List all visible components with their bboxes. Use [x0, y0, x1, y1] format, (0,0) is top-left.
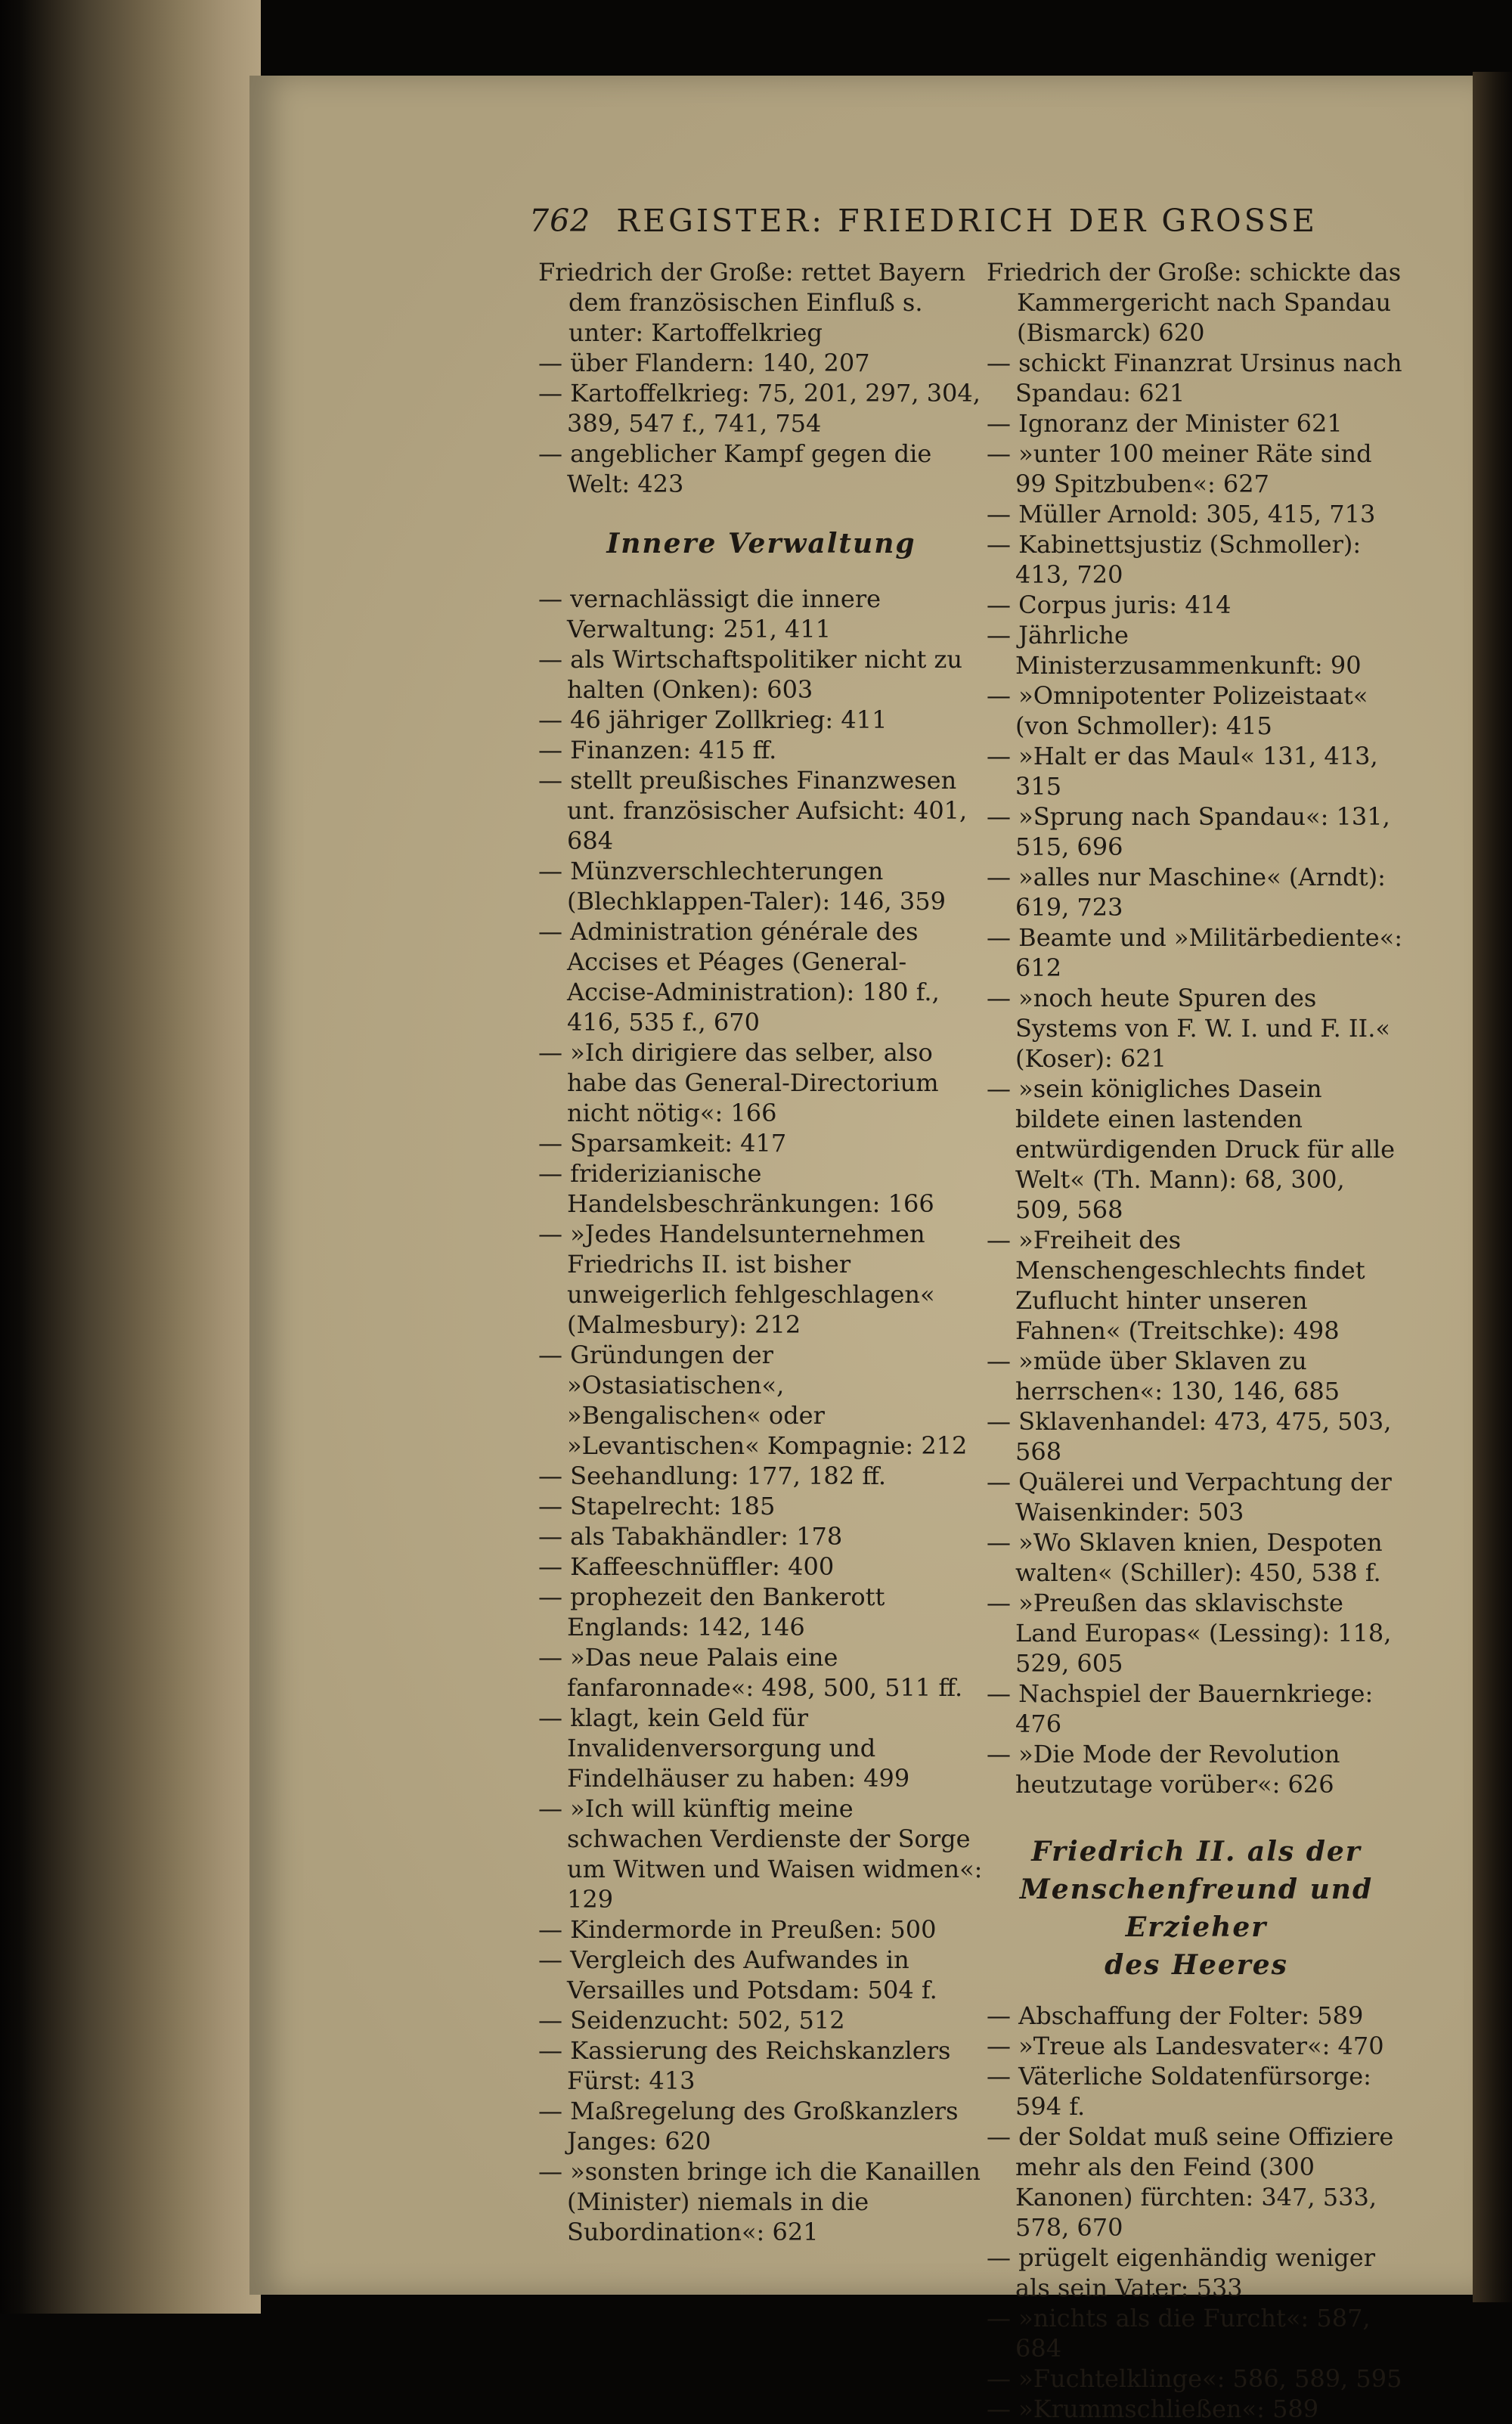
index-entry: — Kindermorde in Preußen: 500	[538, 1915, 937, 1944]
section-heading-line: des Heeres	[1105, 1949, 1288, 1981]
index-entry: — »sein königliches Dasein bildete einen lastenden entwürdigenden Druck für alle Welt« (Th. Mann): 68, 300, 509, 568	[987, 1074, 1396, 1224]
left-column	[538, 257, 984, 2247]
index-entry: — »Ich will künftig meine schwachen Verdienste der Sorge um Witwen und Waisen widmen«: 129	[538, 1794, 983, 1914]
index-entry: — Beamte und »Militärbediente«: 612	[987, 923, 1403, 982]
index-entry: — Administration générale des Accises et Péages (General-Accise-Administration): 180 f., 416, 535 f., 670	[538, 917, 940, 1037]
right-column	[987, 257, 1406, 2424]
index-entry: — 46 jähriger Zollkrieg: 411	[538, 705, 888, 734]
index-entry: — friderizianische Handelsbeschränkungen: 166	[538, 1159, 934, 1218]
index-entry: — Sklavenhandel: 473, 475, 503, 568	[987, 1407, 1392, 1466]
index-entry: — Seidenzucht: 502, 512	[538, 2006, 845, 2035]
index-entry: — »Krummschließen«: 589	[987, 2395, 1319, 2423]
index-entry: — Nachspiel der Bauernkriege: 476	[987, 1679, 1374, 1738]
index-entry: — Vergleich des Aufwandes in Versailles und Potsdam: 504 f.	[538, 1945, 937, 2004]
index-entry: — »Jedes Handelsunternehmen Friedrichs II. ist bisher unweigerlich fehlgeschlagen« (Malmesbury): 212	[538, 1220, 935, 1339]
section-heading-line: Menschenfreund und Erzieher	[1019, 1874, 1374, 1943]
index-entry: — »müde über Sklaven zu herrschen«: 130, 146, 685	[987, 1347, 1340, 1406]
index-entry: — schickt Finanzrat Ursinus nach Spandau: 621	[987, 349, 1402, 408]
index-entry: — »Wo Sklaven knien, Despoten walten« (Schiller): 450, 538 f.	[987, 1528, 1383, 1587]
index-entry: — Kaffeeschnüffler: 400	[538, 1552, 835, 1581]
index-entry: — »sonsten bringe ich die Kanaillen (Minister) niemals in die Subordination«: 621	[538, 2157, 981, 2246]
index-entry: — Gründungen der »Ostasiatischen«, »Bengalischen« oder »Levantischen« Kompagnie: 212	[538, 1341, 968, 1460]
index-entry: — klagt, kein Geld für Invalidenversorgung und Findelhäuser zu haben: 499	[538, 1703, 910, 1793]
index-entry: — »alles nur Maschine« (Arndt): 619, 723	[987, 863, 1386, 922]
index-entry: — Finanzen: 415 ff.	[538, 736, 777, 764]
index-entry: — Kabinettsjustiz (Schmoller): 413, 720	[987, 530, 1362, 589]
index-entry: — Seehandlung: 177, 182 ff.	[538, 1462, 887, 1490]
index-entry: — prügelt eigenhändig weniger als sein Vater: 533	[987, 2243, 1376, 2302]
index-entry: — prophezeit den Bankerott Englands: 142, 146	[538, 1582, 885, 1641]
section-heading: Innere Verwaltung	[606, 528, 916, 560]
index-entry: — »Halt er das Maul« 131, 413, 315	[987, 742, 1378, 801]
index-entry: — Corpus juris: 414	[987, 591, 1232, 619]
index-entry: — »nichts als die Furcht«: 587, 684	[987, 2304, 1371, 2363]
index-entry: — »Omnipotenter Polizeistaat« (von Schmoller): 415	[987, 681, 1368, 740]
index-entry: — »Sprung nach Spandau«: 131, 515, 696	[987, 802, 1390, 861]
index-entry: — Väterliche Soldatenfürsorge: 594 f.	[987, 2062, 1371, 2121]
index-entry: — »Ich dirigiere das selber, also habe das General-Directorium nicht nötig«: 166	[538, 1038, 939, 1127]
index-entry: — Münzverschlechterungen (Blechklappen-Taler): 146, 359	[538, 857, 946, 916]
index-entry: — Ignoranz der Minister 621	[987, 409, 1343, 438]
index-entry: — »Treue als Landesvater«: 470	[987, 2032, 1384, 2060]
index-entry-intro: Friedrich der Große: rettet Bayern dem französischen Einfluß s. unter: Kartoffelkrieg	[538, 258, 966, 347]
index-entry: — »noch heute Spuren des Systems von F. W. I. und F. II.« (Koser): 621	[987, 984, 1390, 1073]
index-entry: — »unter 100 meiner Räte sind 99 Spitzbuben«: 627	[987, 439, 1372, 498]
index-entry: — Quälerei und Verpachtung der Waisenkinder: 503	[987, 1468, 1392, 1527]
index-entry: — angeblicher Kampf gegen die Welt: 423	[538, 439, 932, 498]
index-entry: — Maßregelung des Großkanzlers Janges: 620	[538, 2097, 959, 2156]
index-entry: — Abschaffung der Folter: 589	[987, 2001, 1364, 2030]
page-header	[529, 203, 1323, 256]
book-page-edges	[0, 0, 261, 2314]
index-entry: — »Das neue Palais eine fanfaronnade«: 498, 500, 511 ff.	[538, 1643, 963, 1702]
index-entry: — als Tabakhändler: 178	[538, 1522, 843, 1551]
index-entry: — vernachlässigt die innere Verwaltung: 251, 411	[538, 584, 881, 643]
index-entry: — der Soldat muß seine Offiziere mehr als den Feind (300 Kanonen) fürchten: 347, 533, 578, 670	[987, 2122, 1394, 2242]
page-number: 762	[529, 203, 591, 239]
index-entry: — »Fuchtelklinge«: 586, 589, 595	[987, 2364, 1402, 2393]
index-entry: — Müller Arnold: 305, 415, 713	[987, 500, 1376, 529]
index-entry: — Sparsamkeit: 417	[538, 1129, 787, 1158]
index-entry: — »Preußen das sklavischste Land Europas« (Lessing): 118, 529, 605	[987, 1589, 1392, 1678]
index-entry: — »Freiheit des Menschengeschlechts findet Zuflucht hinter unseren Fahnen« (Treitschke): 498	[987, 1226, 1365, 1345]
index-entry: — Kassierung des Reichskanzlers Fürst: 413	[538, 2036, 951, 2095]
index-entry: — stellt preußisches Finanzwesen unt. französischer Aufsicht: 401, 684	[538, 766, 968, 855]
index-entry: — Kartoffelkrieg: 75, 201, 297, 304, 389, 547 f., 741, 754	[538, 379, 981, 438]
index-entry-intro: Friedrich der Große: schickte das Kammergericht nach Spandau (Bismarck) 620	[987, 258, 1402, 347]
index-entry: — Stapelrecht: 185	[538, 1492, 776, 1520]
running-title: REGISTER: FRIEDRICH DER GROSSE	[616, 203, 1318, 239]
section-heading	[987, 1833, 1406, 1984]
next-page-edge	[1473, 72, 1512, 2302]
index-entry: — als Wirtschaftspolitiker nicht zu halten (Onken): 603	[538, 645, 962, 704]
index-entry: — Jährliche Ministerzusammenkunft: 90	[987, 621, 1362, 680]
index-entry: — über Flandern: 140, 207	[538, 349, 870, 377]
section-heading-line: Friedrich II. als der	[1031, 1836, 1362, 1868]
index-entry: — »Die Mode der Revolution heutzutage vorüber«: 626	[987, 1740, 1340, 1799]
